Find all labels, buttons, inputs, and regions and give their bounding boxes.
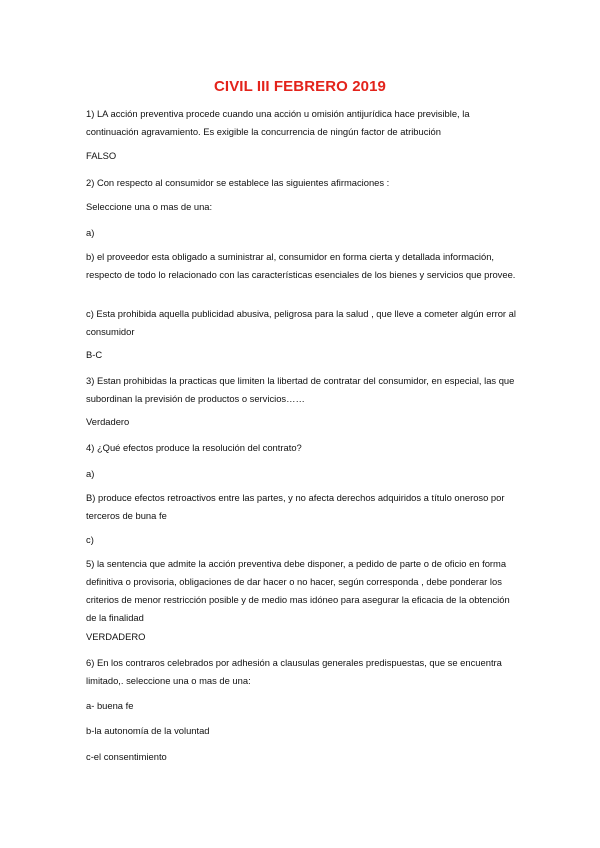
question-2-option-b: b) el proveedor esta obligado a suministrar al, consumidor en forma cierta y detallada información, respecto de todo lo relacionado con las características esenciales de los bienes y servicios que provee. xyxy=(86,251,516,280)
question-1-text: 1) LA acción preventiva procede cuando una acción u omisión antijurídica hace previsible, la continuación agravamiento. Es exigible la concurrencia de ningún factor de atribución xyxy=(86,108,470,137)
question-2-option-a: a) xyxy=(86,227,95,238)
question-5-text: 5) la sentencia que admite la acción preventiva debe disponer, a pedido de parte o de oficio en forma definitiva o provisoria, obligaciones de dar hacer o no hacer, según corresponda , debe ponderar los criterios de menor restricción posible y de medio mas idóneo para asegurar la eficacia de la obtención de la finalidad xyxy=(86,558,510,623)
answer-5: VERDADERO xyxy=(86,631,146,642)
question-4-option-b: B) produce efectos retroactivos entre las partes, y no afecta derechos adquiridos a título oneroso por terceros de buna fe xyxy=(86,492,505,521)
answer-2: B-C xyxy=(86,349,103,360)
question-6-option-b: b-la autonomía de la voluntad xyxy=(86,725,210,736)
question-3-text: 3) Estan prohibidas la practicas que limiten la libertad de contratar del consumidor, en especial, las que subordinan la previsión de productos o servicios…… xyxy=(86,375,515,404)
question-4-option-a: a) xyxy=(86,468,95,479)
question-6-option-c: c-el consentimiento xyxy=(86,751,167,762)
question-2-option-c: c) Esta prohibida aquella publicidad abusiva, peligrosa para la salud , que lleve a cometer algún error al consumidor xyxy=(86,308,516,337)
question-2-text: 2) Con respecto al consumidor se establece las siguientes afirmaciones : xyxy=(86,177,390,188)
answer-1: FALSO xyxy=(86,150,117,161)
question-2-instruction: Seleccione una o mas de una: xyxy=(86,201,213,212)
question-6-text: 6) En los contraros celebrados por adhesión a clausulas generales predispuestas, que se encuentra limitado,. seleccione una o mas de una: xyxy=(86,657,502,686)
question-4-option-c: c) xyxy=(86,534,94,545)
question-4-text: 4) ¿Qué efectos produce la resolución del contrato? xyxy=(86,442,302,453)
question-6-option-a: a- buena fe xyxy=(86,700,134,711)
document-title: CIVIL III FEBRERO 2019 xyxy=(214,78,386,95)
answer-3: Verdadero xyxy=(86,416,130,427)
